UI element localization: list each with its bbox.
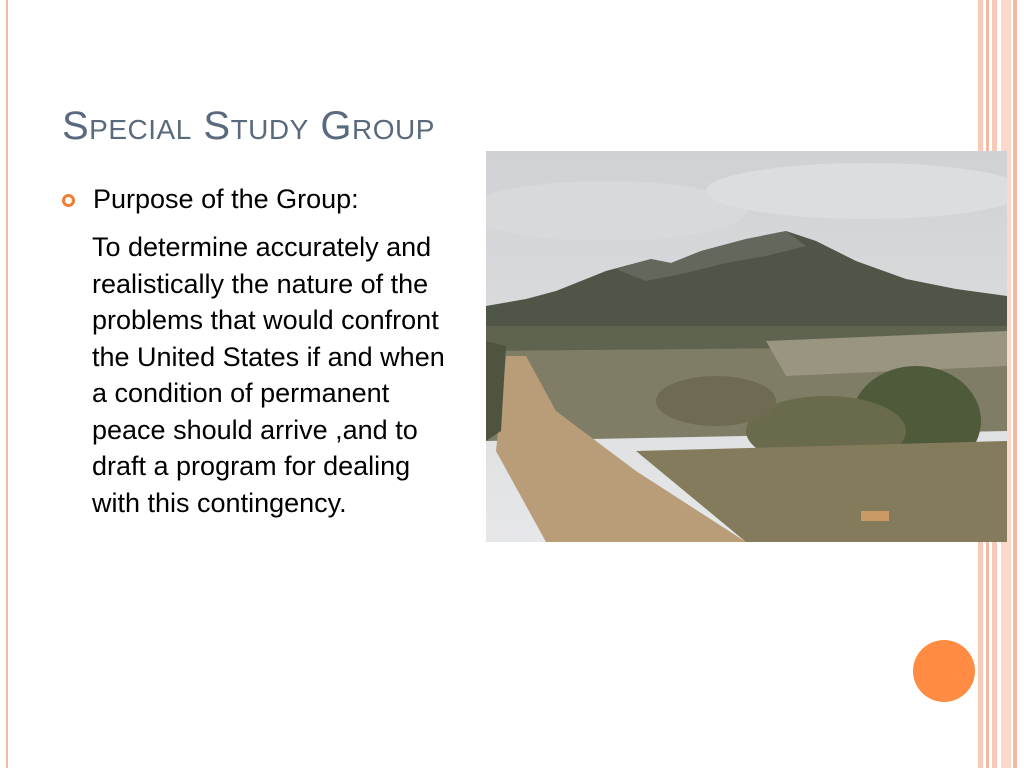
orange-circle-decoration: [913, 640, 975, 702]
left-border-decoration: [6, 0, 8, 768]
right-stripe-decoration: [1013, 0, 1017, 768]
body-paragraph: To determine accurately and realistically the nature of the problems that would confront the United States if and when a condition of permanent peace should arrive ,and to draft a program for dealing with this contingency.: [92, 232, 445, 518]
bullet-label: Purpose of the Group:: [93, 184, 359, 214]
slide-title: Special Study Group: [62, 104, 435, 148]
bullet-item: [62, 184, 359, 215]
ring-bullet-icon: [62, 194, 75, 207]
landscape-photo: [486, 151, 1007, 542]
